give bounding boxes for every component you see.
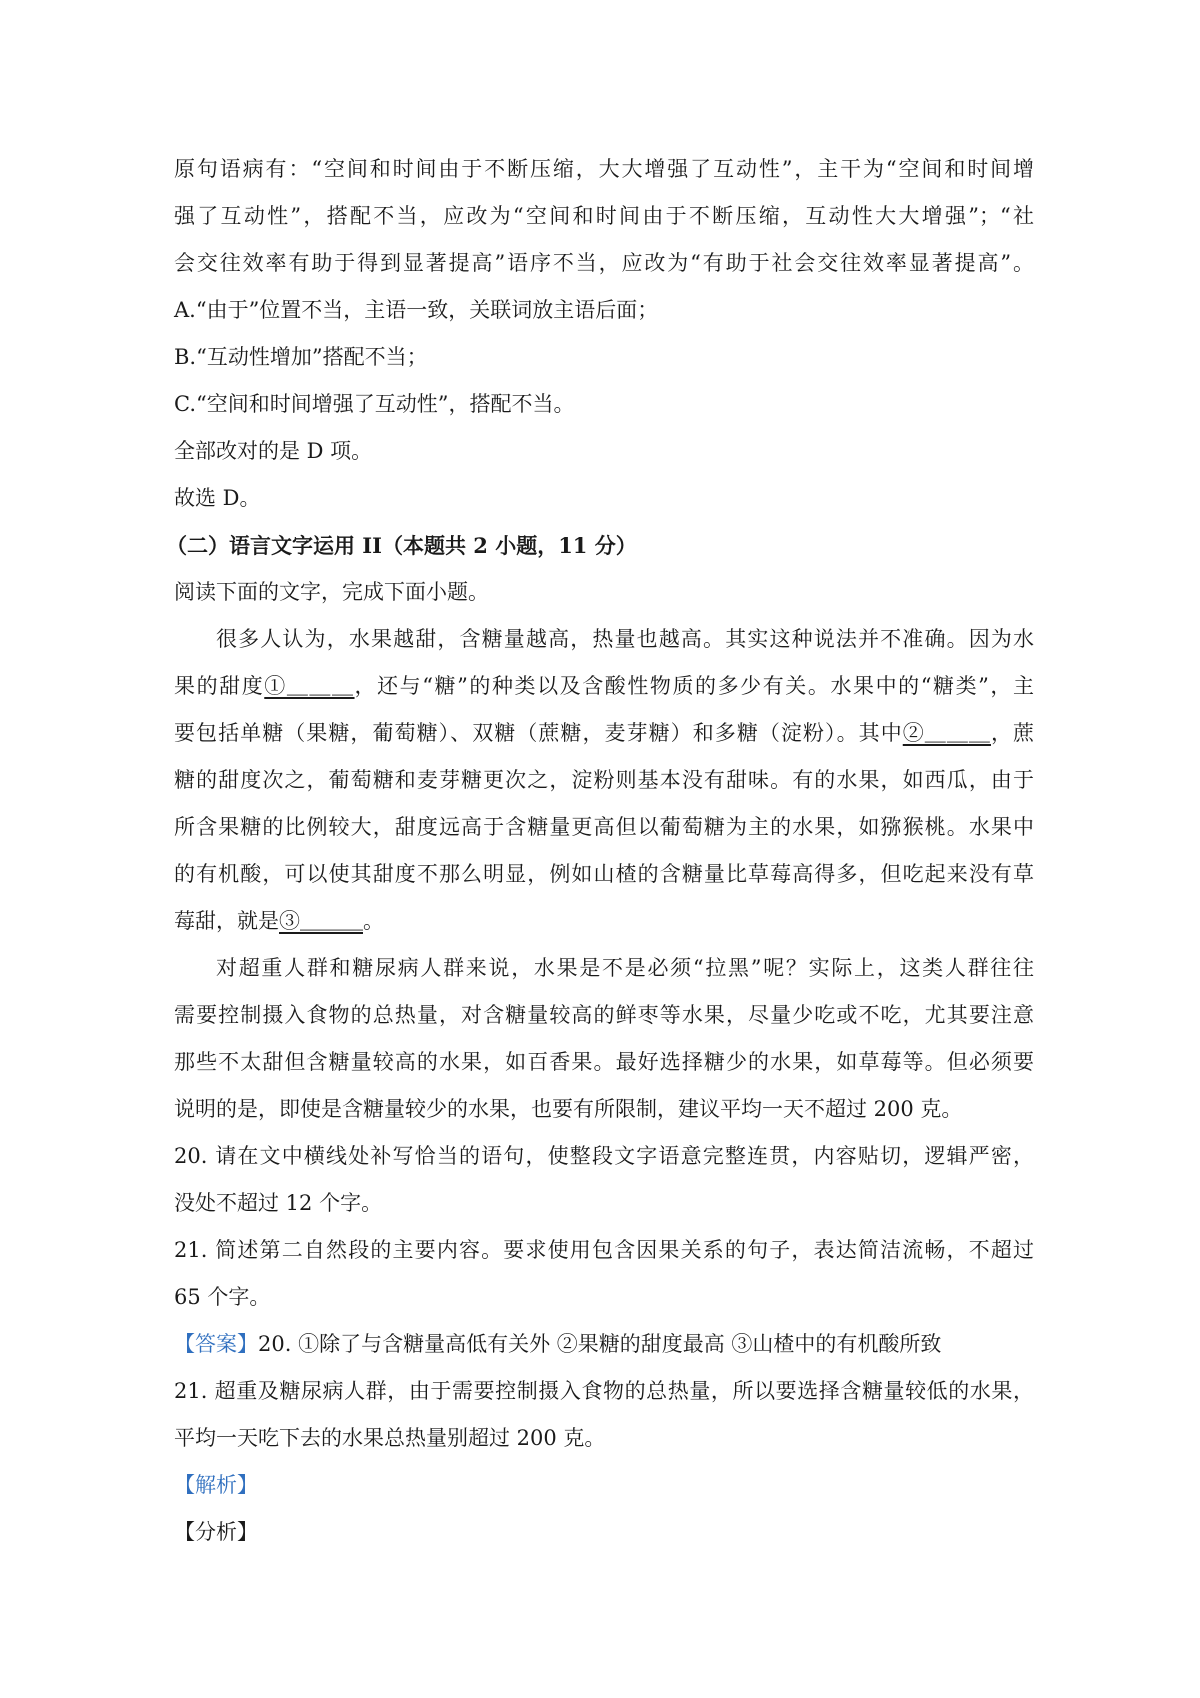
answer-21-line: 21. 超重及糖尿病人群，由于需要控制摄入食物的总热量，所以要选择含糖量较低的水果，	[174, 1379, 1034, 1403]
section-title: （二）语言文字运用 II（本题共 2 小题，11 分）	[166, 533, 637, 558]
question-20-cont: 没处不超过 12 个字。	[174, 1191, 383, 1215]
option-c-explanation: C.“空间和时间增强了互动性”，搭配不当。	[174, 392, 575, 416]
option-b-explanation: B.“互动性增加”搭配不当；	[174, 345, 428, 369]
passage-line: 的有机酸，可以使其甜度不那么明显，例如山楂的含糖量比草莓高得多，但吃起来没有草	[174, 862, 1034, 886]
question-21: 21. 简述第二自然段的主要内容。要求使用包含因果关系的句子，表达简洁流畅，不超过	[174, 1238, 1034, 1262]
passage-line	[174, 898, 1034, 945]
question-20: 20. 请在文中横线处补写恰当的语句，使整段文字语意完整连贯，内容贴切，逻辑严密，	[174, 1144, 1034, 1168]
passage-line: 说明的是，即使是含糖量较少的水果，也要有所限制，建议平均一天不超过 200 克。	[174, 1097, 963, 1121]
passage-line: 所含果糖的比例较大，甜度远高于含糖量更高但以葡萄糖为主的水果，如猕猴桃。水果中	[174, 815, 1034, 839]
blank-2[interactable]: ②＿＿＿	[902, 721, 991, 745]
choice-conclusion: 故选 D。	[174, 486, 261, 510]
passage-text: ，蔗	[990, 721, 1035, 745]
answer-label: 【答案】	[174, 1332, 258, 1356]
passage-text: ，还与“糖”的种类以及含酸性物质的多少有关。水果中的“糖类”，主	[354, 674, 1034, 698]
blank-1[interactable]: ①＿＿＿	[264, 674, 355, 698]
answer-20-line	[174, 1321, 1034, 1368]
passage	[174, 616, 1034, 1133]
passage-text: 。	[363, 909, 384, 933]
passage-line: 糖的甜度次之，葡萄糖和麦芽糖更次之，淀粉则基本没有甜味。有的水果，如西瓜，由于	[174, 768, 1034, 792]
passage-line: 对超重人群和糖尿病人群来说，水果是不是必须“拉黑”呢？实际上，这类人群往往	[216, 956, 1034, 980]
passage-line	[174, 710, 1034, 757]
passage-text: 莓甜，就是	[174, 909, 279, 933]
passage-text: 果的甜度	[174, 674, 265, 698]
answer-21-cont: 平均一天吃下去的水果总热量别超过 200 克。	[174, 1426, 606, 1450]
analysis-line-3: 会交往效率有助于得到显著提高”语序不当，应改为“有助于社会交往效率显著提高”。	[174, 251, 1034, 275]
analysis-label: 【解析】	[174, 1473, 258, 1497]
question-21-cont: 65 个字。	[174, 1285, 271, 1309]
analysis-line-1: 原句语病有：“空间和时间由于不断压缩，大大增强了互动性”，主干为“空间和时间增	[174, 157, 1034, 181]
answer-20: 20. ①除了与含糖量高低有关外 ②果糖的甜度最高 ③山楂中的有机酸所致	[258, 1332, 942, 1356]
option-a-explanation: A.“由于”位置不当，主语一致，关联词放主语后面；	[174, 298, 659, 322]
correct-option-note: 全部改对的是 D 项。	[174, 439, 373, 463]
fenxi-label: 【分析】	[174, 1520, 258, 1544]
passage-line	[174, 663, 1034, 710]
document-page	[166, 146, 1035, 1556]
blank-3[interactable]: ③＿＿＿	[279, 909, 363, 933]
passage-line: 很多人认为，水果越甜，含糖量越高，热量也越高。其实这种说法并不准确。因为水	[216, 627, 1034, 651]
passage-line: 那些不太甜但含糖量较高的水果，如百香果。最好选择糖少的水果，如草莓等。但必须要	[174, 1050, 1034, 1074]
passage-text: 要包括单糖（果糖，葡萄糖）、双糖（蔗糖，麦芽糖）和多糖（淀粉）。其中	[174, 721, 903, 745]
passage-line: 需要控制摄入食物的总热量，对含糖量较高的鲜枣等水果，尽量少吃或不吃，尤其要注意	[174, 1003, 1034, 1027]
analysis-line-2: 强了互动性”，搭配不当，应改为“空间和时间由于不断压缩，互动性大大增强”；“社	[174, 204, 1034, 228]
reading-instruction: 阅读下面的文字，完成下面小题。	[174, 580, 489, 604]
